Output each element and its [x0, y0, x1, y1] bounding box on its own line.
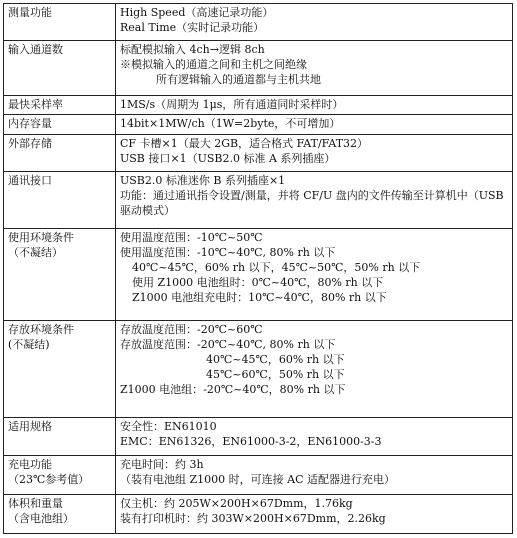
value-line: 充电时间：约 3h	[120, 458, 204, 472]
value-line: Z1000 电池组充电时：10℃~40℃，80% rh 以下	[132, 290, 387, 304]
table-row	[4, 95, 513, 114]
value-line: Real Time（实时记录功能）	[120, 21, 265, 34]
value-line: EMC：EN61326，EN61000-3-2，EN61000-3-3	[120, 434, 382, 448]
row-label: （不凝结）	[8, 245, 63, 259]
table-row	[4, 320, 513, 417]
row-label: 适用规格	[8, 419, 52, 433]
row-value-cell	[116, 115, 513, 134]
table-row	[4, 172, 513, 228]
value-line: USB2.0 标准迷你 B 系列插座×1	[120, 174, 286, 188]
row-label-cell	[4, 320, 116, 417]
table-row	[4, 417, 513, 456]
row-value-cell	[116, 417, 513, 456]
row-label-cell	[4, 417, 116, 456]
row-label: 体积和重量	[8, 497, 63, 511]
row-label: 通讯接口	[8, 174, 52, 188]
row-label-cell	[4, 4, 116, 41]
row-label-cell	[4, 115, 116, 134]
table-row	[4, 4, 513, 41]
row-label: 测量功能	[8, 6, 52, 19]
value-line: 14bit×1MW/ch（1W=2byte，不可增加）	[120, 117, 341, 131]
row-label: 输入通道数	[8, 42, 63, 56]
value-line: 所有逻辑输入的通道都与主机共地	[156, 72, 321, 86]
table-row	[4, 456, 513, 495]
row-label-cell	[4, 456, 116, 495]
value-line: 功能：通过通讯指令设置/测量，并将 CF/U 盘内的文件传输至计算机中（USB 驱动模式）	[120, 189, 504, 218]
row-label: （23℃参考值）	[8, 473, 90, 487]
value-line: Z1000 电池组：-20℃~40℃，80% rh 以下	[120, 382, 346, 396]
row-label-cell	[4, 495, 116, 534]
value-line: 装有打印机时：约 303W×200H×67Dmm，2.26kg	[120, 512, 386, 526]
row-label: 存放环境条件	[8, 322, 74, 336]
value-line: 存放温度范围：-20℃~40℃, 80% rh 以下	[120, 337, 336, 351]
value-line: 安全性：EN61010	[120, 419, 217, 433]
row-value-cell	[116, 320, 513, 417]
value-line: 45℃~60℃，50% rh 以下	[206, 367, 345, 381]
row-label-cell	[4, 228, 116, 320]
row-label: 外部存储	[8, 136, 52, 150]
row-value-cell	[116, 134, 513, 172]
row-label-cell	[4, 95, 116, 114]
row-value-cell	[116, 4, 513, 41]
value-line: High Speed（高速记录功能）	[120, 6, 274, 19]
value-line: 1MS/s（周期为 1μs，所有通道同时采样时）	[120, 97, 344, 111]
row-value-cell	[116, 40, 513, 95]
value-line: 仅主机：约 205W×200H×67Dmm，1.76kg	[120, 497, 353, 511]
value-line: 使用 Z1000 电池组时：0℃~40℃，80% rh 以下	[132, 275, 384, 289]
value-line: 标配模拟输入 4ch→逻辑 8ch	[120, 42, 265, 56]
value-line: ※模拟输入的通道之间和主机之间绝缘	[120, 57, 307, 71]
value-line: 使用温度范围：-10℃~40℃, 80% rh 以下	[120, 245, 336, 259]
value-line: CF 卡槽×1（最大 2GB，适合格式 FAT/FAT32）	[120, 136, 369, 150]
spec-table	[3, 3, 513, 534]
table-row	[4, 228, 513, 320]
row-label: 最快采样率	[8, 97, 63, 111]
row-label: (不凝结)	[8, 337, 50, 351]
row-label: 内存容量	[8, 117, 52, 131]
row-label: （含电池组）	[8, 512, 74, 526]
row-label-cell	[4, 134, 116, 172]
table-row	[4, 40, 513, 95]
row-value-cell	[116, 172, 513, 228]
table-row	[4, 115, 513, 134]
value-line: （装有电池组 Z1000 时，可连接 AC 适配器进行充电）	[120, 473, 395, 487]
row-label: 充电功能	[8, 458, 52, 472]
table-row	[4, 495, 513, 534]
row-value-cell	[116, 495, 513, 534]
row-label-cell	[4, 40, 116, 95]
row-value-cell	[116, 228, 513, 320]
value-line: 40℃~45℃，60% rh 以下	[206, 352, 345, 366]
row-label-cell	[4, 172, 116, 228]
row-value-cell	[116, 456, 513, 495]
value-line: USB 接口×1（USB2.0 标准 A 系列插座）	[120, 151, 336, 165]
row-label: 使用环境条件	[8, 230, 74, 244]
value-line: 使用温度范围：-10℃~50℃	[120, 230, 263, 244]
row-value-cell	[116, 95, 513, 114]
table-row	[4, 134, 513, 172]
value-line: 存放温度范围：-20℃~60℃	[120, 322, 263, 336]
value-line: 40℃~45℃，60% rh 以下，45℃~50℃，50% rh 以下	[132, 260, 421, 274]
